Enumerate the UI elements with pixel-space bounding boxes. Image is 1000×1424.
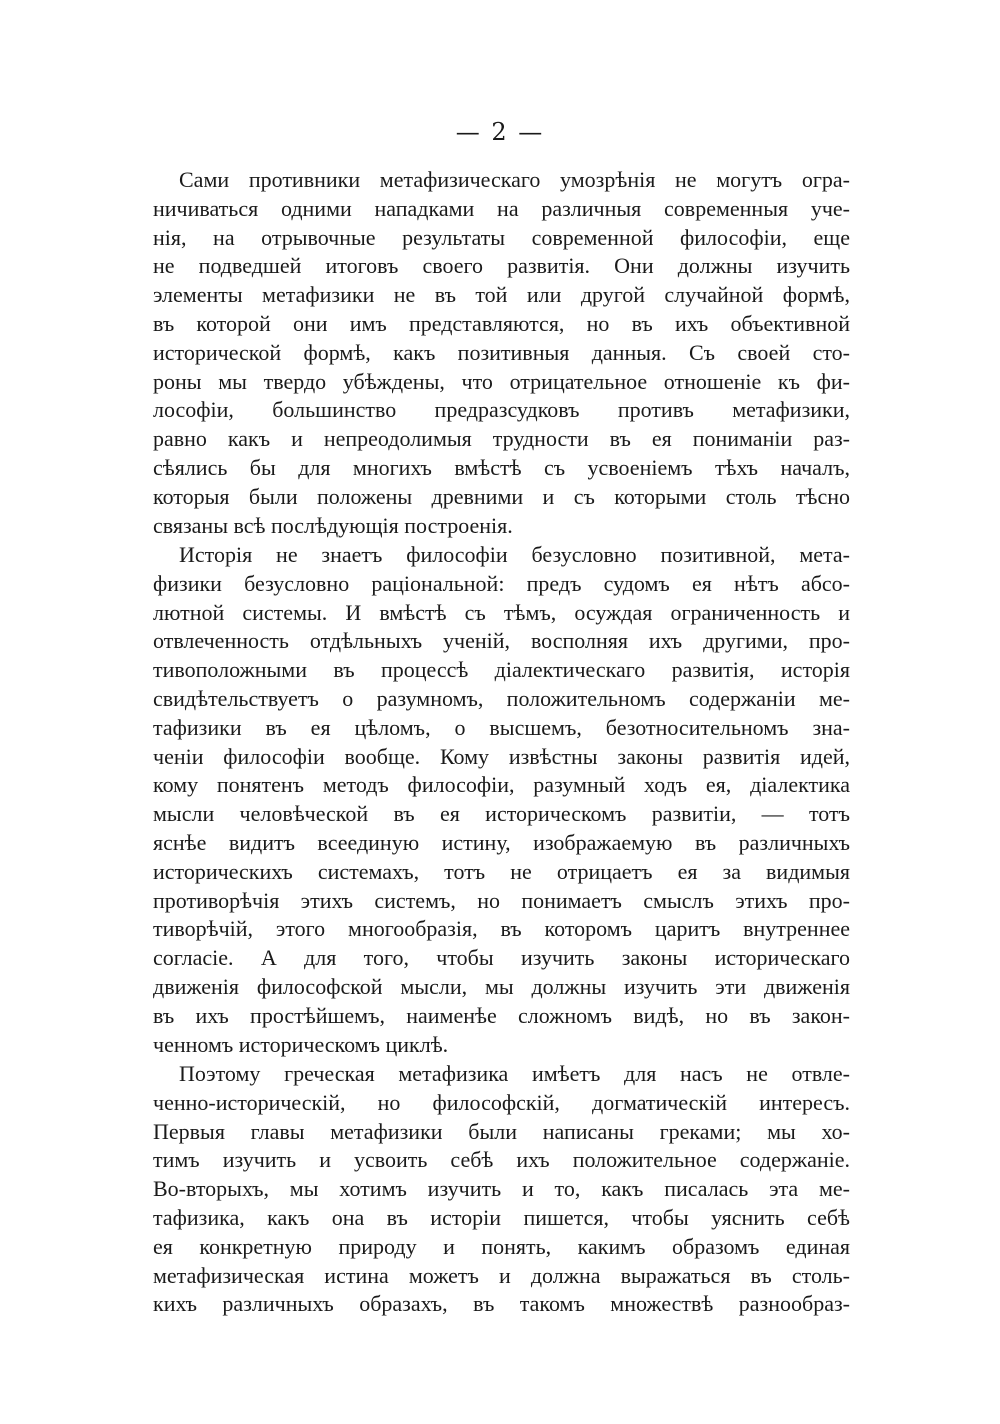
text-line: согласіе. А для того, чтобы изучить законы историческаго (153, 945, 850, 971)
text-line: которыя были положены древними и съ которыми столь тѣсно (153, 483, 850, 509)
text-line: тафизика, какъ она въ исторіи пишется, чтобы уяснить себѣ (153, 1204, 850, 1230)
text-line: кихъ различныхъ образахъ, въ такомъ множествѣ разнообраз- (153, 1291, 850, 1317)
text-line: Первыя главы метафизики были написаны греками; мы хо- (153, 1118, 850, 1144)
text-line: равно какъ и непреодолимыя трудности въ ея пониманіи раз- (153, 426, 850, 452)
text-line: отвлеченность отдѣльныхъ ученій, восполняя ихъ другими, про- (153, 628, 850, 654)
text-line: ея конкретную природу и понять, какимъ образомъ единая (153, 1233, 850, 1259)
text-line: связаны всѣ послѣдующія построенія. (153, 512, 513, 538)
text-line: лютной системы. И вмѣстѣ съ тѣмъ, осуждая ограниченность и (153, 599, 850, 625)
text-line: ченно-историческій, но философскій, догматическій интересъ. (153, 1089, 850, 1115)
paragraph-2 (153, 541, 850, 1059)
text-line: Исторія не знаетъ философіи безусловно позитивной, мета- (179, 542, 850, 567)
text-line: тимъ изучить и усвоить себѣ ихъ положительное содержаніе. (153, 1147, 850, 1173)
text-line: мысли человѣческой въ ея историческомъ развитіи, — тотъ (153, 801, 850, 827)
text-line: въ которой они имъ представляются, но въ ихъ объективной (153, 310, 850, 336)
paragraph-3 (153, 1060, 850, 1319)
text-line: исторической формѣ, какъ позитивныя данныя. Съ своей сто- (153, 339, 850, 365)
paragraph-1 (153, 166, 850, 540)
text-line: противорѣчія этихъ системъ, но понимаетъ смыслъ этихъ про- (153, 887, 850, 913)
text-line: свидѣтельствуетъ о разумномъ, положительномъ содержаніи ме- (153, 685, 850, 711)
page-number: — 2 — (455, 118, 545, 146)
text-line: ченіи философіи вообще. Кому извѣстны законы развитія идей, (153, 743, 850, 769)
text-line: кому понятенъ методъ философіи, разумный ходъ ея, діалектика (153, 772, 850, 798)
text-line: движенія философской мысли, мы должны изучить эти движенія (153, 973, 850, 999)
text-line: тивоположными въ процессѣ діалектическаго развитія, исторія (153, 657, 850, 683)
text-line: въ ихъ простѣйшемъ, наименѣе сложномъ видѣ, но въ закон- (153, 1002, 850, 1028)
text-line: историческихъ системахъ, тотъ не отрицаетъ ея за видимыя (153, 858, 850, 884)
text-line: элементы метафизики не въ той или другой случайной формѣ, (153, 282, 850, 308)
text-line: тафизики въ ея цѣломъ, о высшемъ, безотносительномъ зна- (153, 714, 850, 740)
text-line: метафизическая истина можетъ и должна выражаться въ столь- (153, 1262, 850, 1288)
text-line: Сами противники метафизическаго умозрѣнія не могутъ огра- (179, 167, 850, 192)
text-line: яснѣе видитъ всеединую истину, изображаемую въ различныхъ (153, 829, 850, 855)
text-line: физики безусловно раціональной: предъ судомъ ея нѣтъ абсо- (153, 570, 850, 596)
text-line: сѣялись бы для многихъ вмѣстѣ съ усвоеніемъ тѣхъ началъ, (153, 454, 850, 480)
text-line: лософіи, большинство предразсудковъ противъ метафизики, (153, 397, 850, 423)
text-line: Во-вторыхъ, мы хотимъ изучить и то, какъ писалась эта ме- (153, 1176, 850, 1202)
text-line: Поэтому греческая метафизика имѣетъ для насъ не отвле- (179, 1061, 850, 1086)
text-line: роны мы твердо убѣждены, что отрицательное отношеніе къ фи- (153, 368, 850, 394)
text-line: ченномъ историческомъ циклѣ. (153, 1031, 449, 1057)
text-line: не подведшей итоговъ своего развитія. Они должны изучить (153, 253, 850, 279)
text-line: нія, на отрывочные результаты современной философіи, еще (153, 224, 850, 250)
text-line: тиворѣчій, этого многообразія, въ которомъ царитъ внутреннее (153, 916, 850, 942)
text-line: ничиваться одними нападками на различныя современныя уче- (153, 195, 850, 221)
